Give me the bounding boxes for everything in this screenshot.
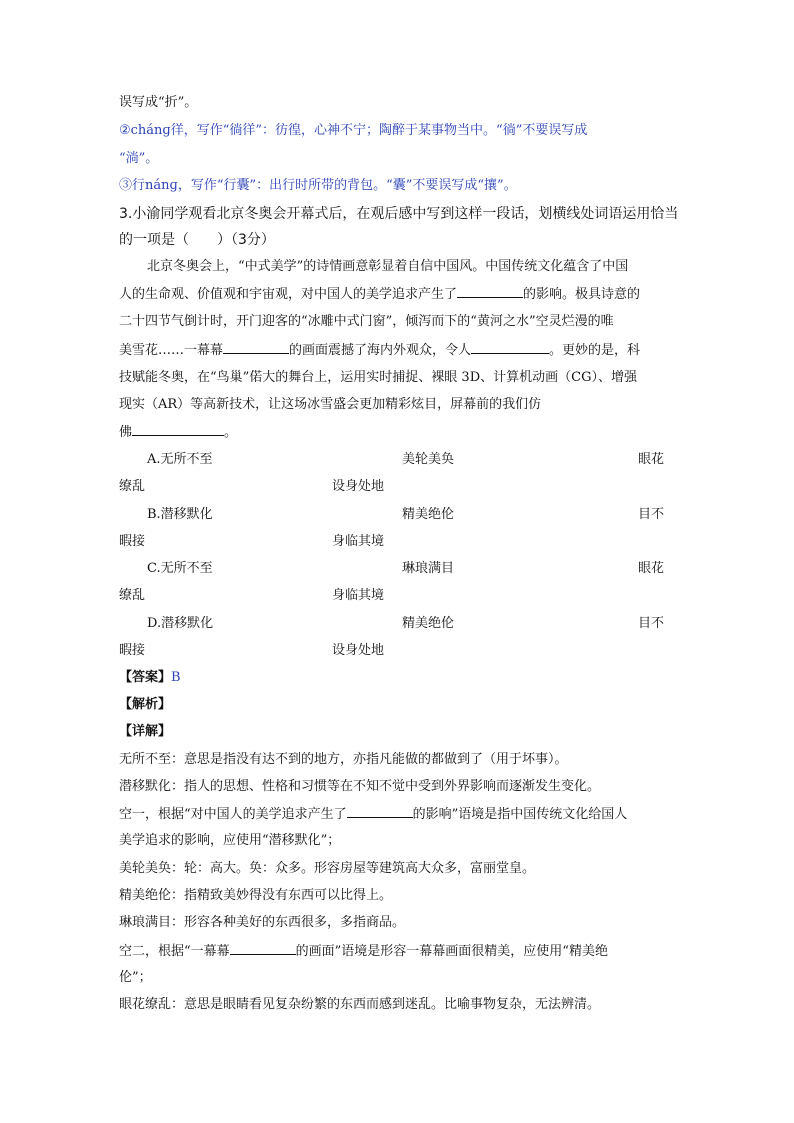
option-word: C.无所不至 (147, 561, 213, 576)
explanation-line: 琳琅满目：形容各种美好的东西很多，多指商品。 (119, 915, 406, 930)
option-word: 目不 (638, 616, 665, 631)
explanation-line: 精美绝伦：指精致美妙得没有东西可以比得上。 (119, 888, 393, 903)
option-word: 精美绝伦 (402, 507, 455, 522)
option-word: 目不 (638, 507, 665, 522)
option-word: 琳琅满目 (402, 561, 455, 576)
fill-blank (223, 341, 289, 354)
option-word: A.无所不至 (147, 452, 213, 467)
fill-blank (457, 285, 523, 298)
explanation-line: 眼花缭乱：意思是眼睛看见复杂纷繁的东西而感到迷乱。比喻事物复杂，无法辨清。 (119, 997, 601, 1012)
option-word: 身临其境 (332, 588, 385, 603)
prev-explanation-line: ②chánɡ徉，写作“徜徉”：彷徨，心神不宁；陶醉于某事物当中。“徜”不要误写成 (119, 123, 588, 138)
explanation-line: 无所不至：意思是指没有达不到的地方，亦指凡能做的都做到了（用于坏事）。 (119, 752, 568, 767)
answer-tag: 【答案】 (119, 670, 172, 685)
explanation-text: 空一，根据“对中国人的美学追求产生了 (119, 807, 347, 822)
prev-explanation-line: “淌”。 (119, 151, 159, 166)
fill-blank (132, 423, 224, 436)
option-word: 暇接 (119, 534, 146, 549)
passage-line: 技赋能冬奥，在“鸟巢”偌大的舞台上，运用实时捕捉、裸眼 3D、计算机动画（CG）、增强 (119, 370, 637, 385)
passage-line: 现实（AR）等高新技术，让这场冰雪盛会更加精彩炫目，屏幕前的我们仿 (119, 397, 542, 412)
passage-text: 人的生命观、价值观和宇宙观，对中国人的美学追求产生了 (119, 287, 458, 302)
prev-explanation-line: ③行nánɡ，写作“行囊”：出行时所带的背包。“囊”不要误写成“攘”。 (119, 178, 517, 193)
explanation-text: 的画面”语境是形容一幕幕画面很精美，应使用“精美绝 (295, 944, 608, 959)
option-word: 美轮美奂 (402, 452, 455, 467)
option-word: 精美绝伦 (402, 616, 455, 631)
explanation-line: 美学追求的影响，应使用“潜移默化”； (119, 833, 341, 848)
question-title: 3.小渝同学观看北京冬奥会开幕式后，在观后感中写到这样一段话，划横线处词语运用恰当 (119, 206, 679, 222)
passage-line: 北京冬奥会上，“中式美学”的诗情画意彰显着自信中国风。中国传统文化蕴含了中国 (147, 259, 629, 274)
option-word: 暇接 (119, 643, 146, 658)
explanation-line (119, 942, 679, 961)
detail-tag: 【详解】 (119, 724, 172, 739)
answer-value: B (171, 670, 181, 685)
passage-text: 的画面震撼了海内外观众，令人 (289, 343, 472, 358)
explanation-line: 潜移默化：指人的思想、性格和习惯等在不知不觉中受到外界影响而逐渐发生变化。 (119, 779, 601, 794)
option-word: 身临其境 (332, 534, 385, 549)
option-word: 眼花 (638, 561, 665, 576)
passage-line (119, 285, 679, 304)
answer-line (119, 669, 679, 687)
passage-text: 。 (224, 425, 238, 440)
analysis-tag: 【解析】 (119, 697, 172, 712)
option-word: 设身处地 (332, 643, 385, 658)
passage-text: 的影响。极具诗意的 (523, 287, 641, 302)
option-word: 缭乱 (119, 588, 146, 603)
passage-line: 二十四节气倒计时，开门迎客的“冰雕中式门窗”，倾泻而下的“黄河之水”空灵烂漫的唯 (119, 314, 614, 329)
passage-line (119, 423, 679, 442)
explanation-text: 空二，根据“一幕幕 (119, 944, 230, 959)
explanation-text: 的影响”语境是指中国传统文化给国人 (412, 807, 628, 822)
question-title: 的一项是（ ）（3分） (119, 232, 275, 248)
explanation-line: 伦”； (119, 970, 152, 985)
passage-text: 美雪花……一幕幕 (119, 343, 224, 358)
fill-blank (471, 341, 549, 354)
fill-blank (230, 942, 296, 955)
option-word: 眼花 (638, 452, 665, 467)
passage-line (119, 341, 679, 360)
option-word: D.潜移默化 (147, 616, 214, 631)
prev-explanation-line: 误写成“折”。 (119, 95, 198, 110)
option-word: 设身处地 (332, 479, 385, 494)
passage-text: 佛 (119, 425, 133, 440)
option-word: 缭乱 (119, 479, 146, 494)
explanation-line (119, 805, 679, 824)
fill-blank (347, 805, 413, 818)
option-word: B.潜移默化 (147, 507, 213, 522)
explanation-line: 美轮美奂：轮：高大。奂：众多。形容房屋等建筑高大众多，富丽堂皇。 (119, 861, 536, 876)
passage-text: 。更妙的是，科 (549, 343, 641, 358)
